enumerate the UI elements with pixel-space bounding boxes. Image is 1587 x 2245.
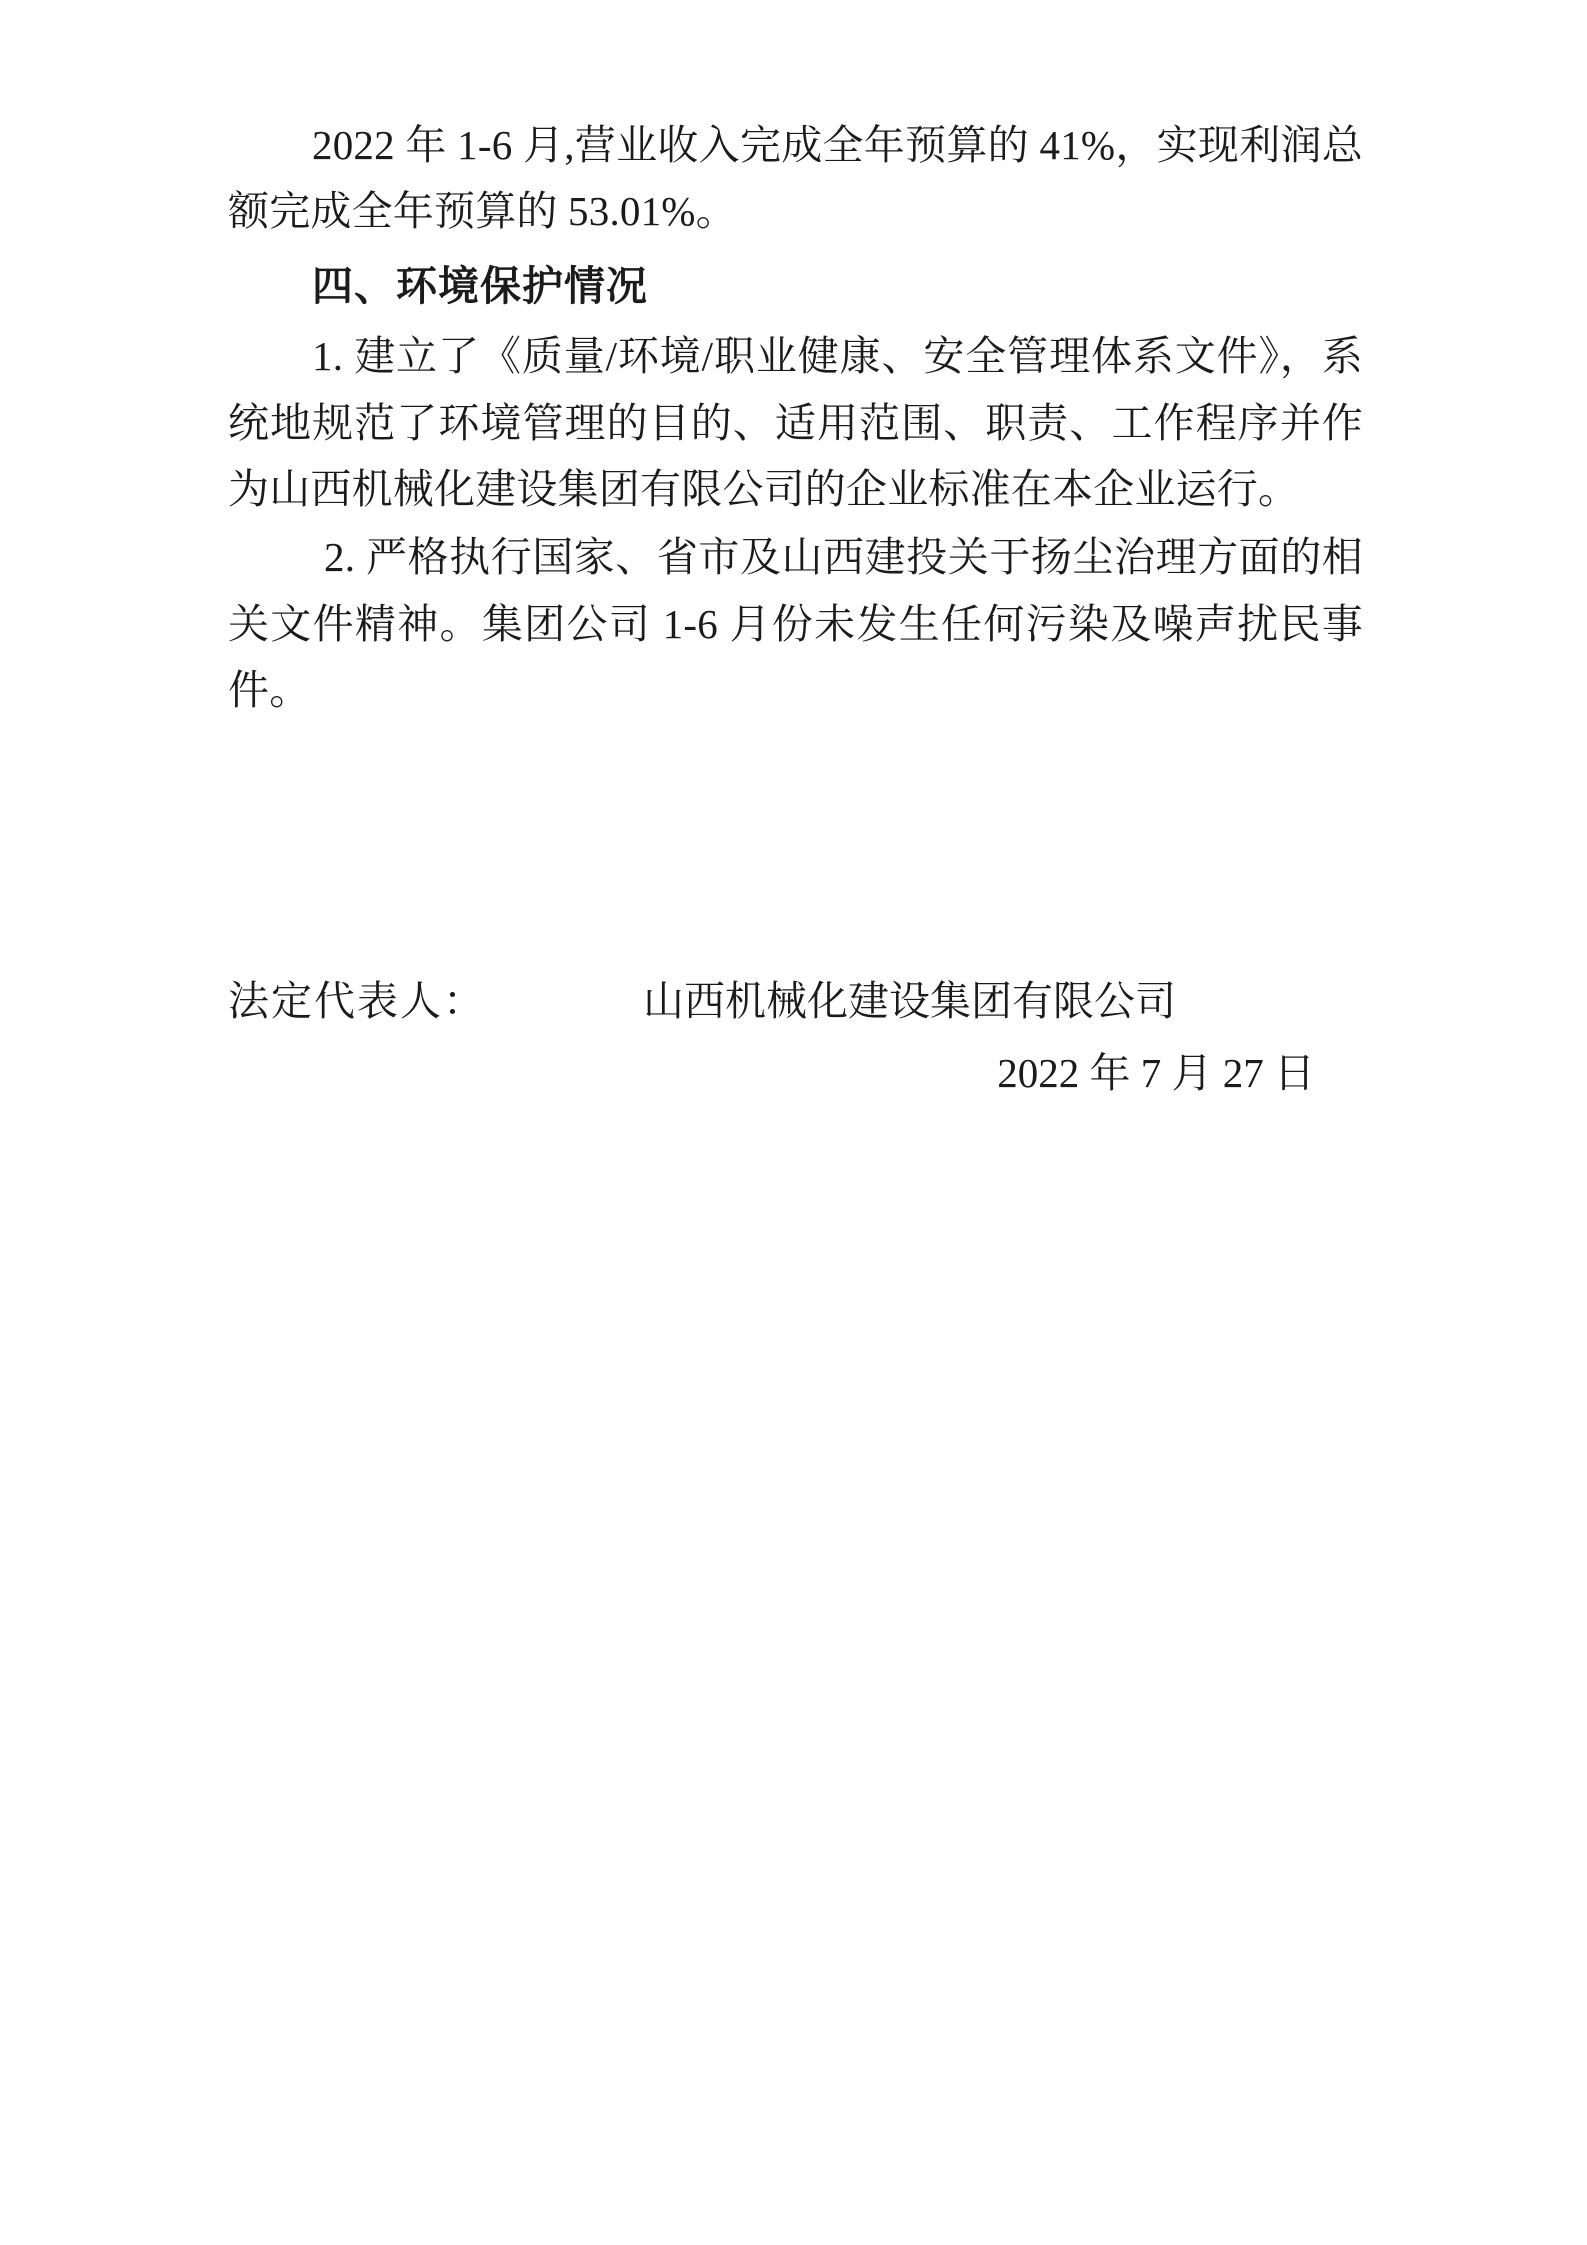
document-body [228,112,1363,1106]
signature-date: 2022 年 7 月 27 日 [997,1050,1315,1097]
signature-date-row [228,1040,1363,1106]
section-heading-environmental-protection: 四、环境保护情况 [312,261,648,310]
legal-representative-label: 法定代表人： [228,977,486,1024]
paragraph-financial-summary: 2022 年 1-6 月,营业收入完成全年预算的 41%，实现利润总额完成全年预算的 53.01%。 [228,122,1363,235]
signature-row [228,968,1363,1034]
signature-block [228,968,1363,1107]
organization-name: 山西机械化建设集团有限公司 [643,977,1176,1024]
list-item-2: 2. 严格执行国家、省市及山西建投关于扬尘治理方面的相关文件精神。集团公司 1-6 月份未发生任何污染及噪声扰民事件。 [228,534,1363,714]
vertical-spacer [228,726,1363,968]
list-item-1: 1. 建立了《质量/环境/职业健康、安全管理体系文件》，系统地规范了环境管理的目的、适用范围、职责、工作程序并作为山西机械化建设集团有限公司的企业标准在本企业运行。 [228,333,1363,513]
